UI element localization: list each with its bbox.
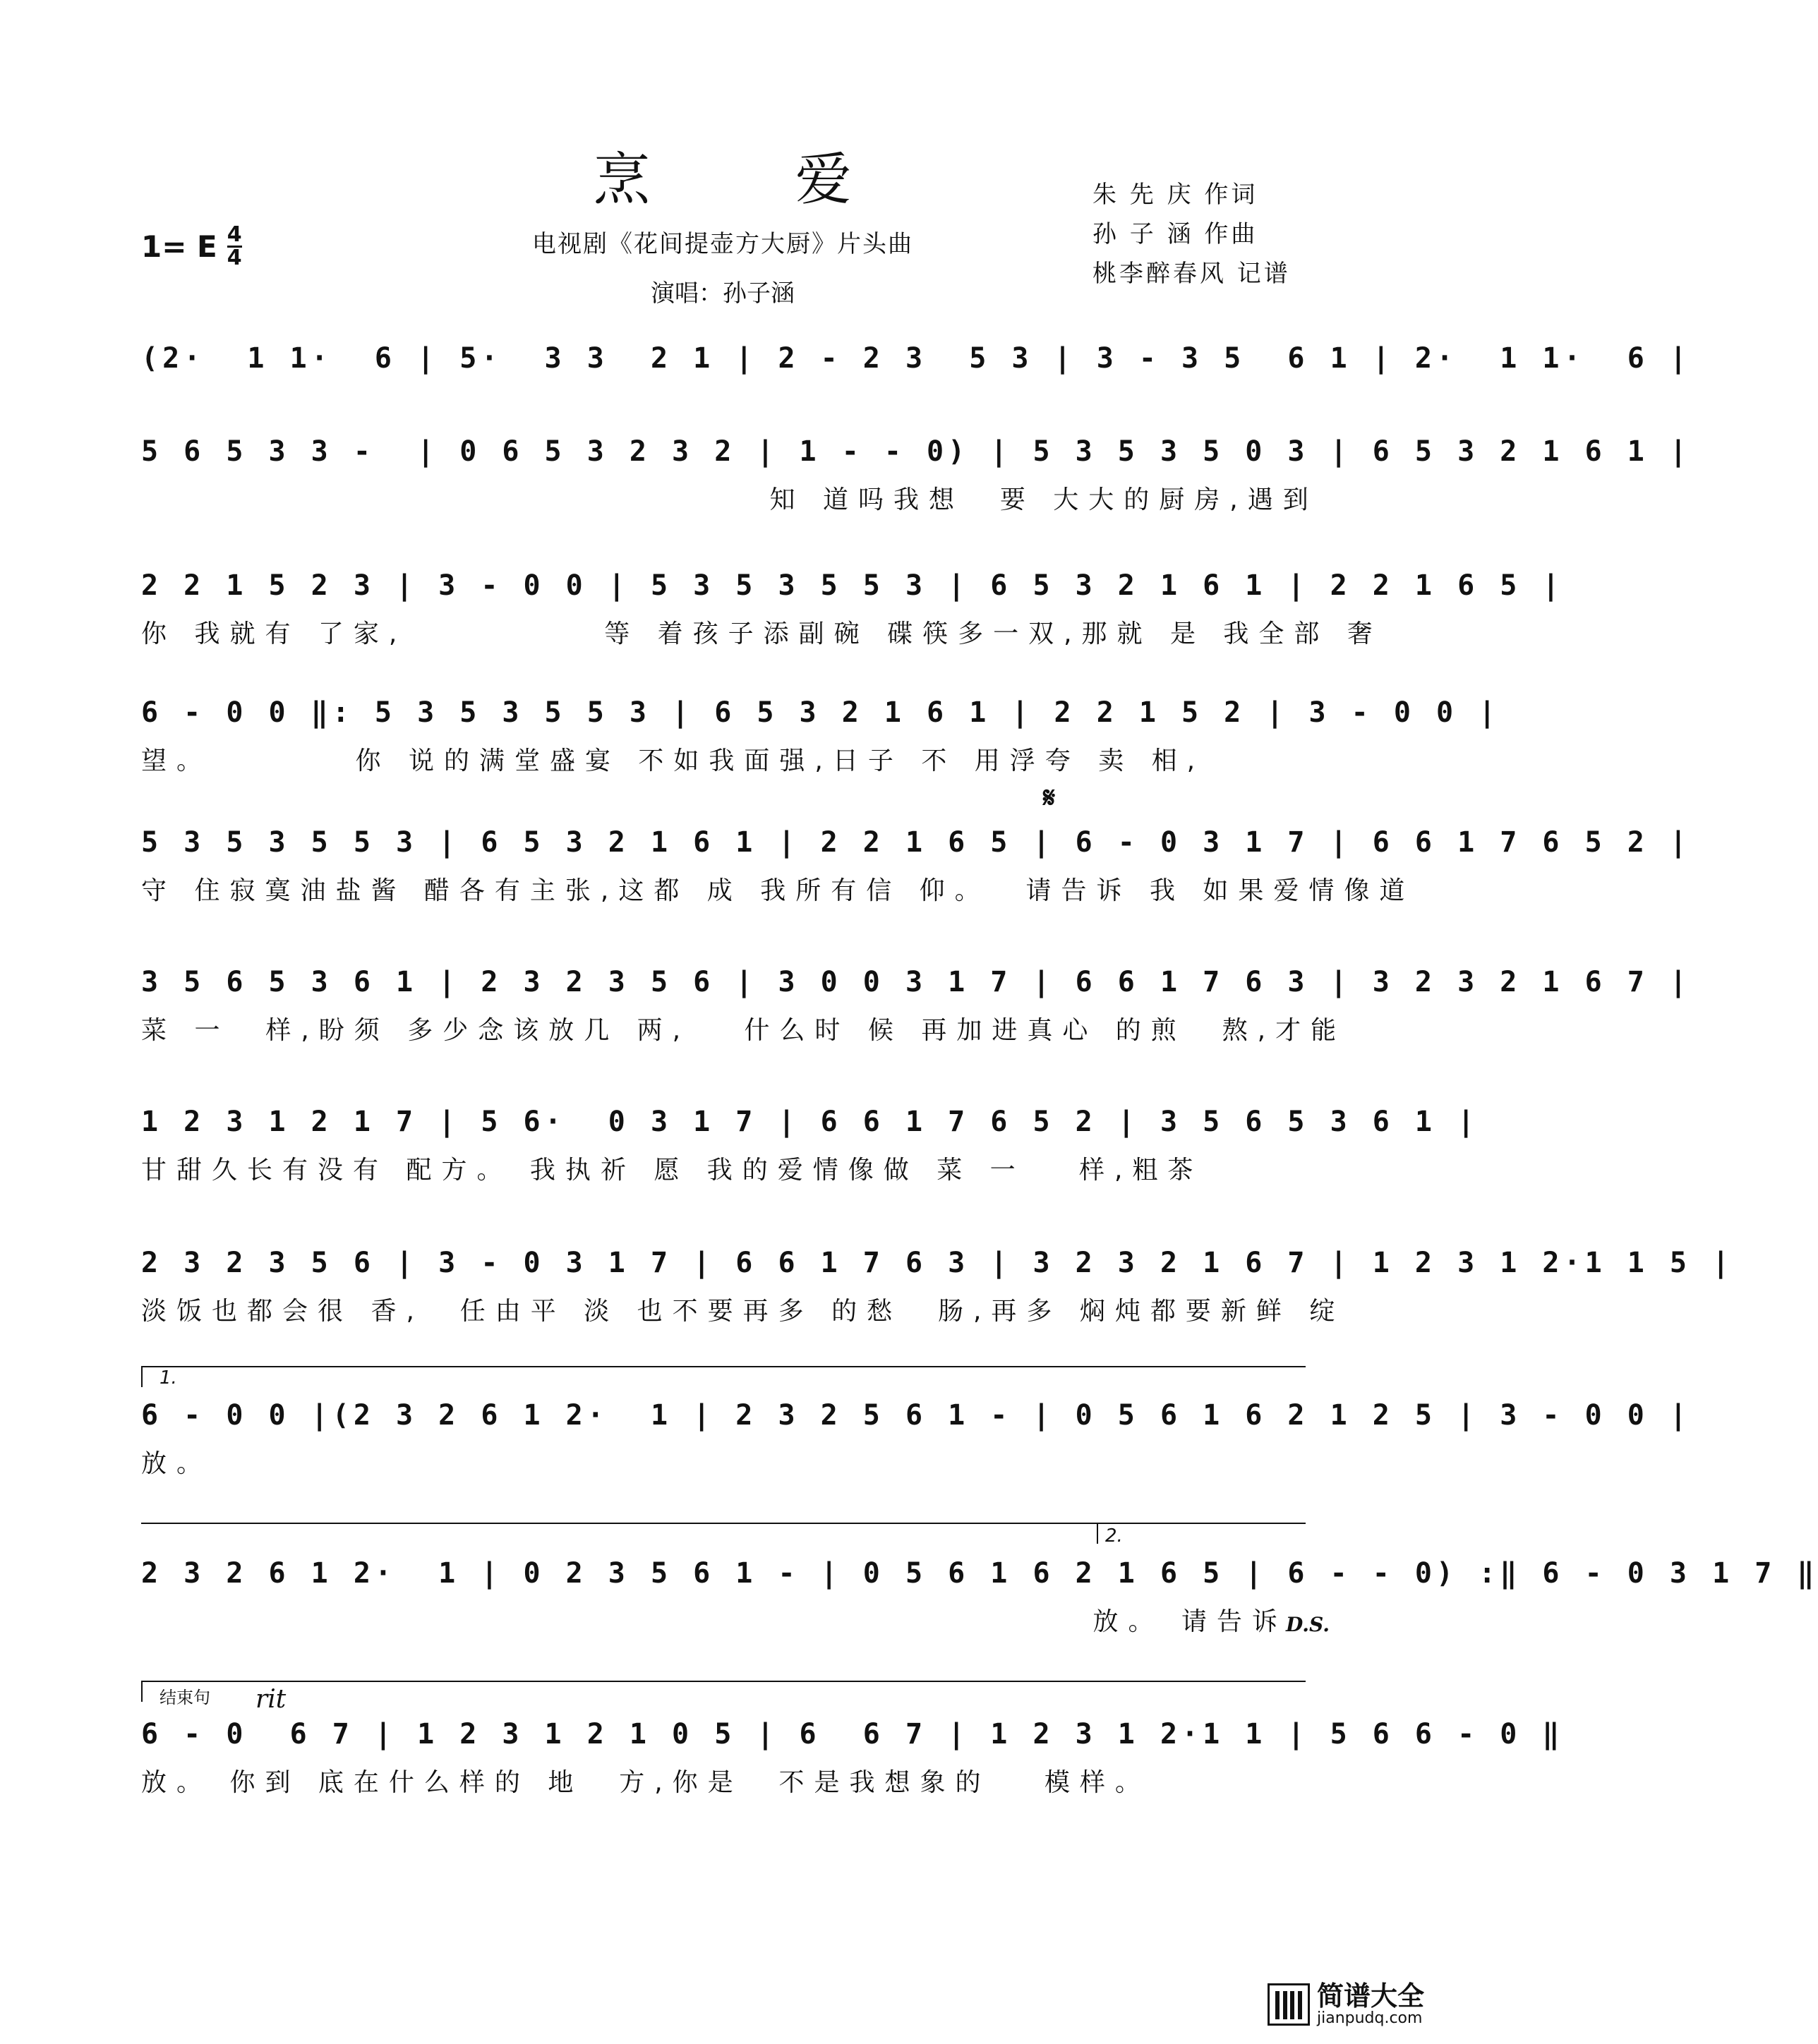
page-title: 烹 爱: [594, 147, 915, 212]
meter-top: 4: [227, 222, 242, 247]
singer: 演唱：孙子涵: [651, 279, 795, 308]
key-signature: [141, 224, 242, 269]
notes-row: 6 - 0 0 ‖: 5 3 5 3 5 5 3 | 6 5 3 2 1 6 1 | 2 2 1 5 2 | 3 - 0 0 |: [141, 696, 1500, 729]
lyrics-row: 放。 你到 底在什么样的 地 方,你是 不是我想象的 模样。: [141, 1768, 1150, 1797]
key-label: 1= E: [141, 229, 217, 264]
lyrics-row: [141, 389, 1306, 425]
coda-hook: [141, 1681, 143, 1702]
volta-1-label: 1.: [159, 1367, 177, 1389]
notes-row: (2· 1 1· 6 | 5· 3 3 2 1 | 2 - 2 3 5 3 | 3 - 3 5 6 1 | 2· 1 1· 6 |: [141, 342, 1691, 375]
footer-brand: [1268, 1982, 1424, 2027]
notes-row: 2 3 2 3 5 6 | 3 - 0 3 1 7 | 6 6 1 7 6 3 | 3 2 3 2 1 6 7 | 1 2 3 1 2·1 1 5 |: [141, 1247, 1734, 1279]
brand-name: 简谱大全: [1316, 1980, 1424, 2012]
notes-row: 5 6 5 3 3 - | 0 6 5 3 2 3 2 | 1 - - 0) | 5 3 5 3 5 0 3 | 6 5 3 2 1 6 1 |: [141, 435, 1691, 468]
notes-row: 2 3 2 6 1 2· 1 | 0 2 3 5 6 1 - | 0 5 6 1 6 2 1 6 5 | 6 - - 0) :‖ 6 - 0 3 1 7 ‖: [141, 1557, 1818, 1590]
notes-row: 5 3 5 3 5 5 3 | 6 5 3 2 1 6 1 | 2 2 1 6 5 | 6 - 0 3 1 7 | 6 6 1 7 6 5 2 |: [141, 826, 1691, 859]
notes-row: 6 - 0 0 |(2 3 2 6 1 2· 1 | 2 3 2 5 6 1 - | 0 5 6 1 6 2 1 2 5 | 3 - 0 0 |: [141, 1399, 1691, 1432]
lyrics-row: 你 我就有 了家, 等 着孩子添副碗 碟筷多一双,那就 是 我全部 奢: [141, 619, 1383, 648]
piano-keys-icon: [1268, 1983, 1310, 2026]
notes-row: 3 5 6 5 3 6 1 | 2 3 2 3 5 6 | 3 0 0 3 1 7 | 6 6 1 7 6 3 | 3 2 3 2 1 6 7 |: [141, 966, 1691, 998]
segno-sign: 𝄋: [1043, 782, 1056, 814]
lyrics-row: 菜 一 样,盼须 多少念该放几 两, 什么时 候 再加进真心 的煎 熬,才能: [141, 1016, 1347, 1045]
volta-2-hook: [1097, 1523, 1098, 1544]
volta-line: [141, 1523, 1306, 1524]
coda-label: 结束句: [159, 1688, 210, 1707]
volta-1-hook: [141, 1366, 143, 1387]
lyrics-row: 淡饭也都会很 香, 任由平 淡 也不要再多 的愁 肠,再多 焖炖都要新鲜 绽: [141, 1297, 1345, 1326]
rit-mark: rit: [255, 1685, 287, 1714]
time-signature: [227, 224, 242, 269]
lyrics-row: 放。 请告诉: [141, 1607, 1287, 1636]
notes-row: 2 2 1 5 2 3 | 3 - 0 0 | 5 3 5 3 5 5 3 | 6 5 3 2 1 6 1 | 2 2 1 6 5 |: [141, 569, 1564, 602]
notes-row: 6 - 0 6 7 | 1 2 3 1 2 1 0 5 | 6 6 7 | 1 2 3 1 2·1 1 | 5 6 6 - 0 ‖: [141, 1718, 1564, 1750]
brand-site: jianpudq.com: [1316, 2009, 1423, 2027]
lyrics-row: 放。: [141, 1449, 212, 1478]
lyrics-row: 知 道吗我想 要 大大的厨房,遇到: [141, 485, 1318, 514]
coda-bracket: [141, 1681, 1306, 1682]
lyrics-row: 望。 你 说的满堂盛宴 不如我面强,日子 不 用浮夸 卖 相,: [141, 746, 1205, 775]
credits: [1092, 175, 1291, 294]
notes-row: 1 2 3 1 2 1 7 | 5 6· 0 3 1 7 | 6 6 1 7 6 5 2 | 3 5 6 5 3 6 1 |: [141, 1106, 1479, 1138]
lyrics-row: 守 住寂寞油盐酱 醋各有主张,这都 成 我所有信 仰。 请告诉 我 如果爱情像道: [141, 876, 1415, 905]
transcriber: 桃李醉春风 记谱: [1092, 260, 1291, 288]
ds-mark: D.S.: [1286, 1613, 1330, 1636]
subtitle: 电视剧《花间提壶方大厨》片头曲: [532, 230, 913, 258]
lyrics-row: 甘甜久长有没有 配方。 我执祈 愿 我的爱情像做 菜 一 样,粗茶: [141, 1156, 1203, 1185]
brand-block: [1317, 1982, 1424, 2027]
lyricist: 朱 先 庆 作词: [1092, 181, 1258, 209]
composer: 孙 子 涵 作曲: [1092, 220, 1258, 248]
meter-bottom: 4: [227, 246, 242, 270]
volta-2-label: 2.: [1105, 1525, 1123, 1547]
volta-1-bracket: [141, 1366, 1306, 1367]
